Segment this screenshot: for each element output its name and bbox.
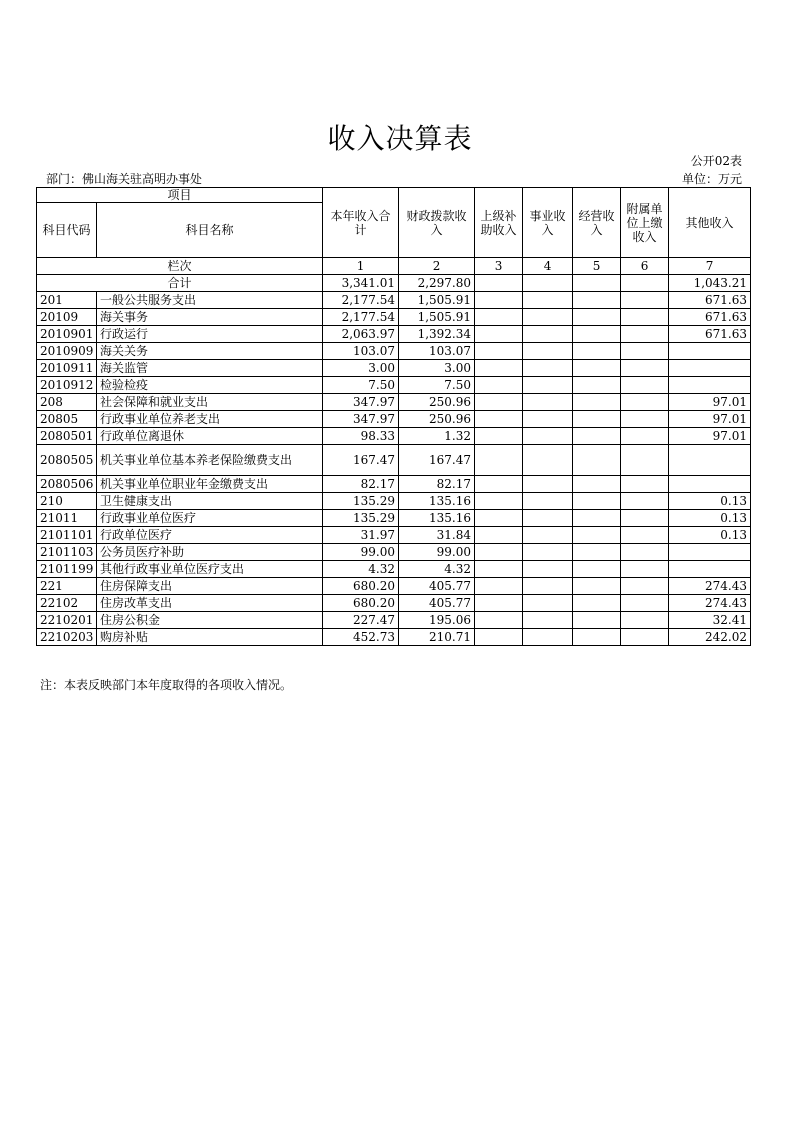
row-fiscal: 135.16 [399,510,475,527]
empty-cell [523,377,573,394]
row-other-income: 32.41 [669,612,751,629]
table-row [37,326,751,343]
empty-cell [621,476,669,493]
empty-cell [475,309,523,326]
empty-cell [475,326,523,343]
row-total-income: 7.50 [323,377,399,394]
empty-cell [523,326,573,343]
row-total-income: 98.33 [323,428,399,445]
table-code: 公开02表 [690,154,742,168]
row-other-income [669,343,751,360]
row-name: 行政事业单位医疗 [97,510,323,527]
empty-cell [621,326,669,343]
empty-cell [475,493,523,510]
empty-cell [621,445,669,476]
table-row [37,377,751,394]
table-row [37,578,751,595]
row-other-income [669,377,751,394]
row-name: 海关监管 [97,360,323,377]
row-fiscal: 250.96 [399,411,475,428]
column-number: 1 [323,258,399,275]
total-income-value: 3,341.01 [323,275,399,292]
empty-cell [523,292,573,309]
empty-cell [573,561,621,578]
empty-cell [621,493,669,510]
row-fiscal: 135.16 [399,493,475,510]
row-fiscal: 3.00 [399,360,475,377]
empty-cell [621,377,669,394]
row-total-income: 82.17 [323,476,399,493]
row-code: 2010901 [37,326,97,343]
table-row [37,360,751,377]
row-code: 2210201 [37,612,97,629]
income-statement-table [36,187,751,646]
empty-cell [621,578,669,595]
row-total-income: 31.97 [323,527,399,544]
row-code: 21011 [37,510,97,527]
row-total-income: 99.00 [323,544,399,561]
empty-cell [475,629,523,646]
empty-cell [621,360,669,377]
total-fiscal-value: 2,297.80 [399,275,475,292]
table-row [37,476,751,493]
row-name: 住房公积金 [97,612,323,629]
table-row [37,612,751,629]
table-row [37,428,751,445]
table-row [37,561,751,578]
empty-cell [573,493,621,510]
column-number: 2 [399,258,475,275]
empty-cell [621,343,669,360]
row-total-income: 103.07 [323,343,399,360]
empty-cell [475,360,523,377]
row-fiscal: 195.06 [399,612,475,629]
empty-cell [621,275,669,292]
empty-cell [475,343,523,360]
table-row [37,493,751,510]
row-fiscal: 1,392.34 [399,326,475,343]
row-code: 2010909 [37,343,97,360]
row-other-income [669,445,751,476]
row-name: 机关事业单位职业年金缴费支出 [97,476,323,493]
row-fiscal: 405.77 [399,595,475,612]
row-code: 2080506 [37,476,97,493]
row-name: 行政事业单位养老支出 [97,411,323,428]
table-row [37,445,751,476]
empty-cell [621,544,669,561]
total-label: 合计 [37,275,323,292]
row-other-income: 671.63 [669,292,751,309]
row-code: 2010912 [37,377,97,394]
empty-cell [475,595,523,612]
row-other-income: 0.13 [669,527,751,544]
empty-cell [573,629,621,646]
row-fiscal: 7.50 [399,377,475,394]
footnote: 注：本表反映部门本年度取得的各项收入情况。 [40,678,293,692]
row-code: 20805 [37,411,97,428]
row-other-income: 242.02 [669,629,751,646]
column-number: 4 [523,258,573,275]
empty-cell [573,428,621,445]
row-code: 201 [37,292,97,309]
row-name: 卫生健康支出 [97,493,323,510]
empty-cell [523,544,573,561]
row-other-income: 97.01 [669,411,751,428]
empty-cell [523,527,573,544]
empty-cell [475,612,523,629]
row-code: 2080501 [37,428,97,445]
table-row [37,292,751,309]
row-fiscal: 1,505.91 [399,309,475,326]
empty-cell [475,411,523,428]
row-code: 2101199 [37,561,97,578]
empty-cell [475,476,523,493]
row-total-income: 347.97 [323,411,399,428]
row-other-income: 274.43 [669,595,751,612]
empty-cell [573,326,621,343]
header-affiliated: 附属单位上缴收入 [621,188,669,258]
column-number: 6 [621,258,669,275]
table-row [37,527,751,544]
row-fiscal: 31.84 [399,527,475,544]
empty-cell [523,445,573,476]
row-other-income: 0.13 [669,493,751,510]
row-fiscal: 82.17 [399,476,475,493]
header-total-income: 本年收入合计 [323,188,399,258]
empty-cell [573,527,621,544]
empty-cell [621,411,669,428]
empty-cell [475,527,523,544]
table-row [37,595,751,612]
header-subject-code: 科目代码 [37,203,97,258]
row-other-income: 97.01 [669,394,751,411]
row-total-income: 4.32 [323,561,399,578]
row-total-income: 227.47 [323,612,399,629]
empty-cell [573,510,621,527]
row-other-income: 97.01 [669,428,751,445]
row-code: 2101103 [37,544,97,561]
header-operating: 经营收入 [573,188,621,258]
row-fiscal: 1.32 [399,428,475,445]
row-code: 2010911 [37,360,97,377]
row-total-income: 135.29 [323,493,399,510]
row-code: 2210203 [37,629,97,646]
empty-cell [523,510,573,527]
row-total-income: 3.00 [323,360,399,377]
header-other: 其他收入 [669,188,751,258]
row-fiscal: 1,505.91 [399,292,475,309]
empty-cell [573,360,621,377]
header-subject-name: 科目名称 [97,203,323,258]
row-other-income [669,476,751,493]
empty-cell [621,612,669,629]
empty-cell [475,377,523,394]
row-total-income: 135.29 [323,510,399,527]
empty-cell [573,544,621,561]
row-name: 行政单位离退休 [97,428,323,445]
row-name: 一般公共服务支出 [97,292,323,309]
empty-cell [475,561,523,578]
empty-cell [475,445,523,476]
row-code: 22102 [37,595,97,612]
table-row [37,544,751,561]
page-title: 收入决算表 [327,122,473,155]
row-other-income: 0.13 [669,510,751,527]
table-row [37,309,751,326]
row-fiscal: 167.47 [399,445,475,476]
empty-cell [475,275,523,292]
empty-cell [523,561,573,578]
empty-cell [621,292,669,309]
row-name: 检验检疫 [97,377,323,394]
row-name: 公务员医疗补助 [97,544,323,561]
table-row [37,510,751,527]
row-other-income: 274.43 [669,578,751,595]
row-other-income [669,360,751,377]
empty-cell [475,510,523,527]
total-other-value: 1,043.21 [669,275,751,292]
empty-cell [573,377,621,394]
empty-cell [523,394,573,411]
row-total-income: 2,177.54 [323,292,399,309]
empty-cell [523,578,573,595]
row-fiscal: 103.07 [399,343,475,360]
empty-cell [621,595,669,612]
empty-cell [573,445,621,476]
row-total-income: 452.73 [323,629,399,646]
row-name: 机关事业单位基本养老保险缴费支出 [97,445,323,476]
empty-cell [573,595,621,612]
row-fiscal: 210.71 [399,629,475,646]
column-index-label: 栏次 [37,258,323,275]
row-fiscal: 405.77 [399,578,475,595]
empty-cell [475,292,523,309]
empty-cell [523,343,573,360]
column-number: 3 [475,258,523,275]
empty-cell [621,561,669,578]
table-row [37,343,751,360]
empty-cell [621,309,669,326]
row-total-income: 2,063.97 [323,326,399,343]
table-body [37,292,751,646]
row-other-income: 671.63 [669,309,751,326]
row-fiscal: 4.32 [399,561,475,578]
empty-cell [475,544,523,561]
row-fiscal: 99.00 [399,544,475,561]
table-row [37,394,751,411]
empty-cell [573,411,621,428]
row-code: 208 [37,394,97,411]
row-other-income [669,561,751,578]
empty-cell [573,394,621,411]
row-name: 海关事务 [97,309,323,326]
row-code: 2101101 [37,527,97,544]
empty-cell [475,394,523,411]
empty-cell [573,612,621,629]
empty-cell [475,578,523,595]
row-total-income: 680.20 [323,578,399,595]
empty-cell [621,428,669,445]
table-row [37,411,751,428]
column-number: 5 [573,258,621,275]
empty-cell [523,428,573,445]
empty-cell [523,629,573,646]
empty-cell [475,428,523,445]
row-name: 行政运行 [97,326,323,343]
row-fiscal: 250.96 [399,394,475,411]
row-name: 其他行政事业单位医疗支出 [97,561,323,578]
row-code: 221 [37,578,97,595]
header-project: 项目 [37,188,323,203]
empty-cell [573,476,621,493]
empty-cell [573,343,621,360]
row-code: 2080505 [37,445,97,476]
empty-cell [523,612,573,629]
header-fiscal: 财政拨款收入 [399,188,475,258]
row-other-income: 671.63 [669,326,751,343]
empty-cell [523,476,573,493]
empty-cell [523,493,573,510]
empty-cell [523,360,573,377]
row-name: 社会保障和就业支出 [97,394,323,411]
empty-cell [621,394,669,411]
empty-cell [621,629,669,646]
row-name: 购房补贴 [97,629,323,646]
empty-cell [621,510,669,527]
empty-cell [573,275,621,292]
table-row [37,629,751,646]
column-number: 7 [669,258,751,275]
row-total-income: 347.97 [323,394,399,411]
empty-cell [621,527,669,544]
empty-cell [523,275,573,292]
row-name: 行政单位医疗 [97,527,323,544]
empty-cell [573,309,621,326]
row-name: 住房改革支出 [97,595,323,612]
row-total-income: 167.47 [323,445,399,476]
row-name: 海关关务 [97,343,323,360]
row-code: 20109 [37,309,97,326]
header-business: 事业收入 [523,188,573,258]
department-label: 部门：佛山海关驻高明办事处 [46,172,203,186]
empty-cell [523,309,573,326]
row-name: 住房保障支出 [97,578,323,595]
unit-label: 单位：万元 [681,172,742,186]
header-superior-subsidy: 上级补助收入 [475,188,523,258]
empty-cell [573,292,621,309]
empty-cell [523,595,573,612]
empty-cell [523,411,573,428]
empty-cell [573,578,621,595]
row-other-income [669,544,751,561]
row-total-income: 680.20 [323,595,399,612]
row-code: 210 [37,493,97,510]
row-total-income: 2,177.54 [323,309,399,326]
